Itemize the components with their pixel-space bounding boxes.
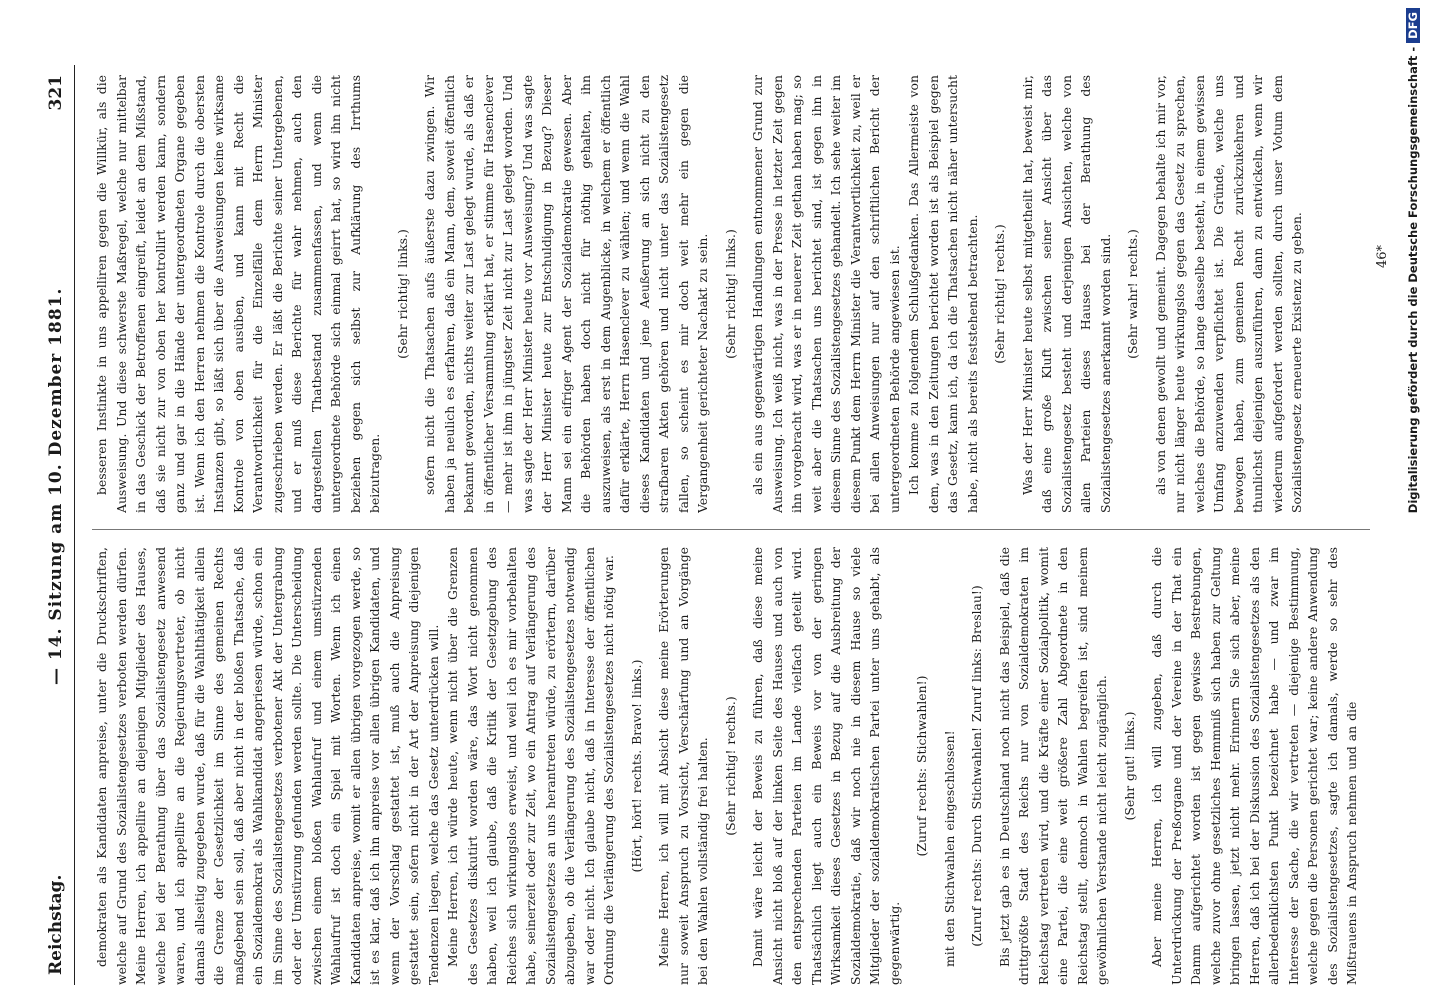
page-number: 321 [46, 75, 66, 111]
interjection: (Sehr gut! links.) [1121, 711, 1137, 821]
interjection: (Hört, hört! rechts. Bravo! links.) [628, 659, 644, 873]
interjection: (Sehr richtig! links.) [394, 229, 410, 359]
paragraph: demokraten als Kandidaten anpreise, unter die Druckschriften, welche auf Grund des Sozialistengesetzes verboten werden dürfen. Meine Herren, ich appellire an diejenigen Mitglieder des Hauses, welche bei der Berathung über das Sozialistengesetz anwesend waren, und ich appellire an die Regierungsvertreter, ob nicht damals allseitig zugegeben wurde, daß für die Wahlthätigkeit allein die Grenze der Gesetzlichkeit im Sinne des gemeinen Rechts maßgebend sein soll, daß aber nicht in der bloßen Thatsache, daß ein Sozialdemokrat als Wahlkandidat angepriesen würde, schon ein im Sinne des Sozialistengesetzes verbotener Akt der Untergrabung oder der Umstürzung gefunden werden sollte. Die Unterscheidung zwischen einem bloßen Wahlaufruf und einem umstürzenden Wahlaufruf ist doch ein Spiel mit Worten. Wenn ich einen Kandidaten anpreise, womit er allen übrigen vorgezogen werde, so ist es klar, daß ich ihn anpreise vor allen übrigen Kandidaten, und wenn der Vorschlag gestattet ist, muß auch die Anpreisung gestattet sein, sofern nicht in der Art der Anpreisung diejenigen Tendenzen liegen, welche das Gesetz unterdrücken will. [94, 547, 441, 985]
dfg-note [1406, 8, 1424, 998]
interjection: (Zuruf rechts: Stichwahlen!) [914, 675, 929, 857]
paragraph: Meine Herren, ich will mit Absicht diese meine Erörterungen nur soweit Anspruch zu Vorsicht, Verschärfung und an Vorgänge bei den Wahlen vollständig frei halten. [656, 547, 710, 985]
paragraph: Damit wäre leicht der Beweis zu führen, daß diese meine Ansicht nicht bloß auf der linken Seite des Hauses und auch von den entsprechenden Parteien im Lande vielfach geteilt wird. Thatsächlich liegt auch ein Beweis vor von der geringen Wirksamkeit dieses Gesetzes in Bezug auf die Ausbreitung der Sozialdemokratie, daß wir noch nie in diesem Hause so viele Mitglieder der sozialdemokratischen Partei unter uns gehabt, als gegenwärtig. [750, 547, 902, 985]
column-left [92, 547, 1370, 985]
dfg-badge: DFG [1406, 8, 1420, 43]
page-header [40, 65, 80, 985]
paragraph: als ein aus gegenwärtigen Handlungen entnommener Grund zur Ausweisung. Ich weiß nicht, was in der Presse in letzter Zeit gegen ihn vorgebracht wird, was er in neuerer Zeit gethan haben mag; so weit aber die Thatsachen uns berichtet sind, ist gegen ihn in diesem Sinne des Sozialistengesetzes gehandelt. Ich sehe weiter im diesem Punkt dem Herrn Minister die Verantwortlichkeit zu, weil er bei allen Anweisungen nur auf den schriftlichen Bericht der untergeordneten Behörde angewiesen ist. [750, 75, 902, 513]
dfg-sidebar [1404, 8, 1426, 998]
interjection: (Sehr richtig! links.) [722, 229, 738, 359]
paragraph: Ich komme zu folgendem Schlußgedanken. Das Allermeiste von dem, was in den Zeitungen berichtet worden ist als Beispiel gegen das Gesetz, kann ich, da ich die Thatsachen nicht näher untersucht habe, nicht als bereits feststehend betrachten. [906, 75, 980, 513]
header-title: — 14. Sitzung am 10. Dezember 1881. [46, 287, 66, 685]
header-left: Reichstag. [46, 874, 66, 975]
signature-mark: 46* [1375, 245, 1390, 269]
paragraph: Meine Herren, ich würde heute, wenn nicht über die Grenzen des Gesetzes diskutirt worden wäre, das Wort nicht genommen haben, weil ich glaube, daß die Kritik der Gesetzgebung des Reiches sich wirkungslos erweist, und weil ich es mir vorbehalten habe, seinerzeit oder zur Zeit, wo ein Antrag auf Verlängerung des Sozialistengesetzes an uns herantreten würde, zu erörtern, darüber abzugeben, ob die Verlängerung des Sozialistengesetzes notwendig war oder nicht. Ich glaube nicht, daß in Interesse der öffentlichen Ordnung die Verlängerung des Sozialistengesetzes nicht nötig war. [445, 547, 616, 985]
interjection: (Zuruf rechts: Durch Stichwahlen! Zuruf links: Breslau!) [969, 585, 984, 947]
paragraph: besseren Instinkte in uns appelliren gegen die Willkür, als die Ausweisung. Und diese schwerste Maßregel, welche nur mittelbar in das Geschick der Betroffenen eingreift, leidet an dem Mißstand, daß sie nicht zur von oben her kontrollirt werden kann, sondern ganz und gar in die Hände der untergeordneten Organe gegeben ist. Wenn ich den Herren nehmen die Kontrole durch die obersten Instanzen gibt, so läßt sich über die Ausweisungen keine wirksame Kontrole von oben ausüben, und kann mit Recht die Verantwortlichkeit für die Einzelfälle dem Herrn Minister zugeschrieben werden. Er läßt die Berichte seiner Untergebenen, und er muß diese Berichte für wahr nehmen, auch den dargestellten Thatbestand zusammenfassen, und wenn die untergeordnete Behörde sich einmal geirrt hat, so wird ihn nicht beziehen gegen sich selbst zur Aufklärung des Irrthums beizutragen. [94, 75, 382, 513]
interjection: (Sehr wahr! rechts.) [1125, 229, 1140, 359]
paragraph: mit den Stichwahlen eingeschlossen! [941, 730, 957, 967]
paragraph: Aber meine Herren, ich will zugeben, daß durch die Unterdrückung der Preßorgane und der Vereine in der That ein Damm aufgerichtet worden ist gegen gewisse Bestrebungen, welche zuvor ohne gesetzliches Hemmniß sich haben zur Geltung bringen lassen, jetzt nicht mehr. Erinnern Sie sich aber, meine Herren, daß ich bei der Diskussion des Sozialistengesetzes als den allerbedenklichsten Punkt bezeichnet habe — und zwar im Interesse der Sache, die wir vertreten — diejenige Bestimmung, welche gegen die Personen gerichtet war; keine andere Anwendung des Sozialistengesetzes, sagte ich damals, werde so sehr des Mißtrauens in Anspruch nehmen und an die [1149, 547, 1359, 985]
rotated-page-content [40, 65, 1390, 985]
paragraph: Was der Herr Minister heute selbst mitgetheilt hat, beweist mir, daß eine große Kluft zwischen seiner Ansicht über das Sozialistengesetz besteht und derjenigen Ansichten, welche von allen Parteien dieses Hauses bei der Berathung des Sozialistengesetzes anerkannt worden sind. [1019, 75, 1113, 513]
header-rule [74, 65, 75, 985]
paragraph: sofern nicht die Thatsachen aufs äußerste dazu zwingen. Wir haben ja neulich es erfahren, daß ein Mann, dem, soweit öffentlich bekannt geworden, nichts weiter zur Last gelegt wurde, als daß er in öffentlicher Versammlung erklärt hat, er stimme für Hasenclever — mehr ist ihm in jüngster Zeit nicht zur Last gelegt worden. Und was sagte der Herr Minister heute vor Ausweisung? Und was sagte der Herr Minister heute zur Entschuldigung in Bezug? Dieser Mann sei ein eifriger Agent der Sozialdemokratie gewesen. Aber die Behörden haben doch nicht für nöthig gehalten, ihn auszuweisen, als erst in dem Augenblicke, in welchem er öffentlich dafür erklärte, Herrn Hasenclever zu wählen; und wenn die Wahl dieses Kandidaten und jene Aeußerung an sich nicht zu den strafbaren Akten gehören und nicht unter das Sozialistengesetz fallen, so scheint es mir doch weit mehr ein gegen die Vergangenheit gerichteter Nachakt zu sein. [422, 75, 710, 513]
interjection: (Sehr richtig! rechts.) [992, 224, 1007, 364]
column-right [92, 75, 1370, 513]
paragraph: Bis jetzt gab es in Deutschland noch nicht das Beispiel, daß die drittgrößte Stadt des Reichs nur von Sozialdemokraten im Reichstag vertreten wird, und die Kräfte einer Sozialpolitik, womit eine Partei, die eine weit größere Zahl Abgeordnete in den Reichstag stellt, dennoch in Wahlen begreifen ist, sind meinem gewöhnlichen Verstande nicht leicht zugänglich. [996, 547, 1109, 985]
column-divider [92, 529, 1370, 530]
dfg-note-text: Digitalisierung gefördert durch die Deutsche Forschungsgemeinschaft - [1406, 46, 1420, 514]
paragraph: als von denen gewollt und gemeint. Dagegen behalte ich mir vor, nur nicht länger heute wirkungslos gegen das Gesetz zu sprechen, welches die Behörde, so lange dasselbe besteht, in einem gewissen Umfang anzuwenden verpflichtet ist. Die Gründe, welche uns bewogen haben, zum gemeinen Recht zurückzukehren und thunlichst diejenigen auszuführen, dann zu entwickeln, wenn wir wiederum aufgefordert werden sollten, durch unser Votum dem Sozialistengesetz erneuerte Existenz zu geben. [1152, 75, 1304, 513]
interjection: (Sehr richtig! rechts.) [722, 696, 738, 836]
